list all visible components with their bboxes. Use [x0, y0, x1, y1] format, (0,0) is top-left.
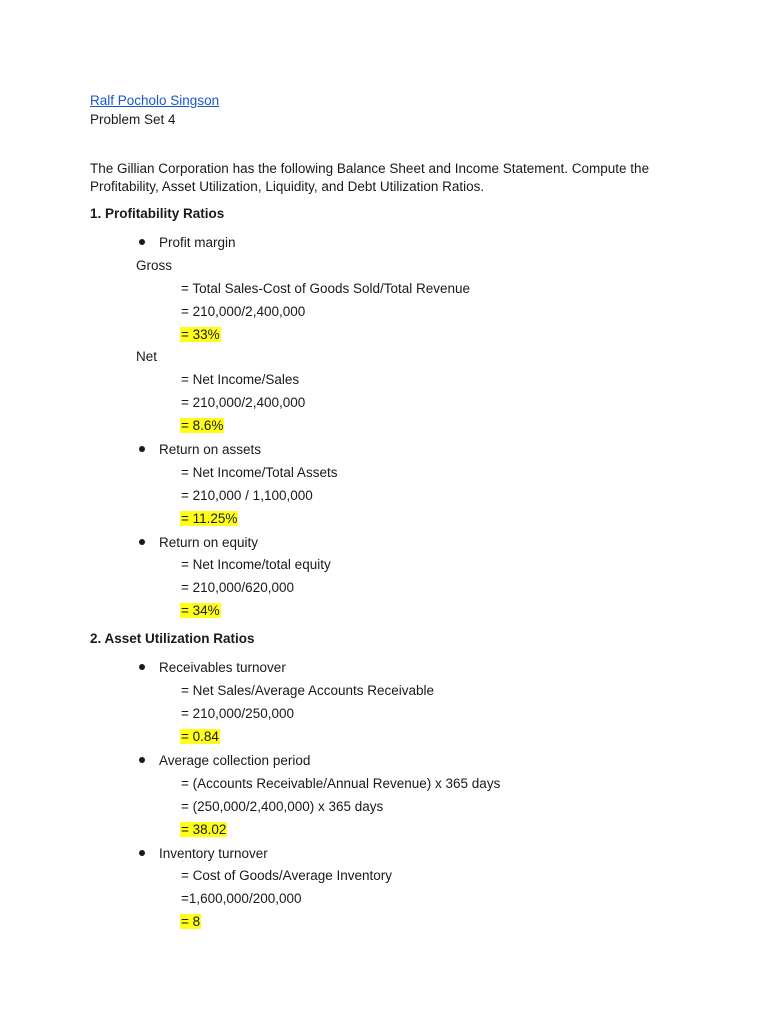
calc-roa: = 210,000 / 1,100,000 [181, 488, 313, 503]
section-heading-asset-utilization: 2. Asset Utilization Ratios [90, 631, 255, 646]
result-gross: = 33% [181, 327, 220, 342]
formula-inventory: = Cost of Goods/Average Inventory [181, 868, 392, 883]
bullet-icon [139, 850, 145, 856]
bullet-icon [139, 664, 145, 670]
calc-inventory: =1,600,000/200,000 [181, 891, 302, 906]
result-roe: = 34% [181, 603, 220, 618]
bullet-average-collection-period: Average collection period [159, 753, 311, 768]
formula-receivables: = Net Sales/Average Accounts Receivable [181, 683, 435, 698]
bullet-icon [139, 239, 145, 245]
formula-roe: = Net Income/total equity [181, 557, 331, 572]
section-heading-profitability: 1. Profitability Ratios [90, 206, 225, 221]
formula-collection: = (Accounts Receivable/Annual Revenue) x 365 days [181, 776, 501, 791]
bullet-receivables-turnover: Receivables turnover [159, 660, 286, 675]
bullet-inventory-turnover: Inventory turnover [159, 846, 268, 861]
result-inventory: = 8 [181, 914, 201, 929]
sublabel-gross: Gross [136, 258, 173, 273]
bullet-icon [139, 446, 145, 452]
calc-gross: = 210,000/2,400,000 [181, 304, 306, 319]
document-subtitle: Problem Set 4 [90, 112, 176, 127]
bullet-return-on-assets: Return on assets [159, 442, 262, 457]
author-link[interactable]: Ralf Pocholo Singson [90, 93, 220, 108]
formula-gross: = Total Sales-Cost of Goods Sold/Total Revenue [181, 281, 471, 296]
intro-paragraph: The Gillian Corporation has the following Balance Sheet and Income Statement. Compute the Profitability, Asset Utilization, Liquidity, and Debt Utilization Ratios. [90, 161, 650, 194]
bullet-icon [139, 539, 145, 545]
bullet-icon [139, 757, 145, 763]
sublabel-net: Net [136, 349, 158, 364]
calc-roe: = 210,000/620,000 [181, 580, 294, 595]
result-roa: = 11.25% [181, 511, 238, 526]
result-receivables: = 0.84 [181, 729, 219, 744]
calc-receivables: = 210,000/250,000 [181, 706, 294, 721]
calc-net: = 210,000/2,400,000 [181, 395, 306, 410]
result-collection: = 38.02 [181, 822, 227, 837]
bullet-profit-margin: Profit margin [159, 235, 236, 250]
formula-roa: = Net Income/Total Assets [181, 465, 338, 480]
calc-collection: = (250,000/2,400,000) x 365 days [181, 799, 384, 814]
result-net: = 8.6% [181, 418, 224, 433]
bullet-return-on-equity: Return on equity [159, 535, 259, 550]
formula-net: = Net Income/Sales [181, 372, 300, 387]
